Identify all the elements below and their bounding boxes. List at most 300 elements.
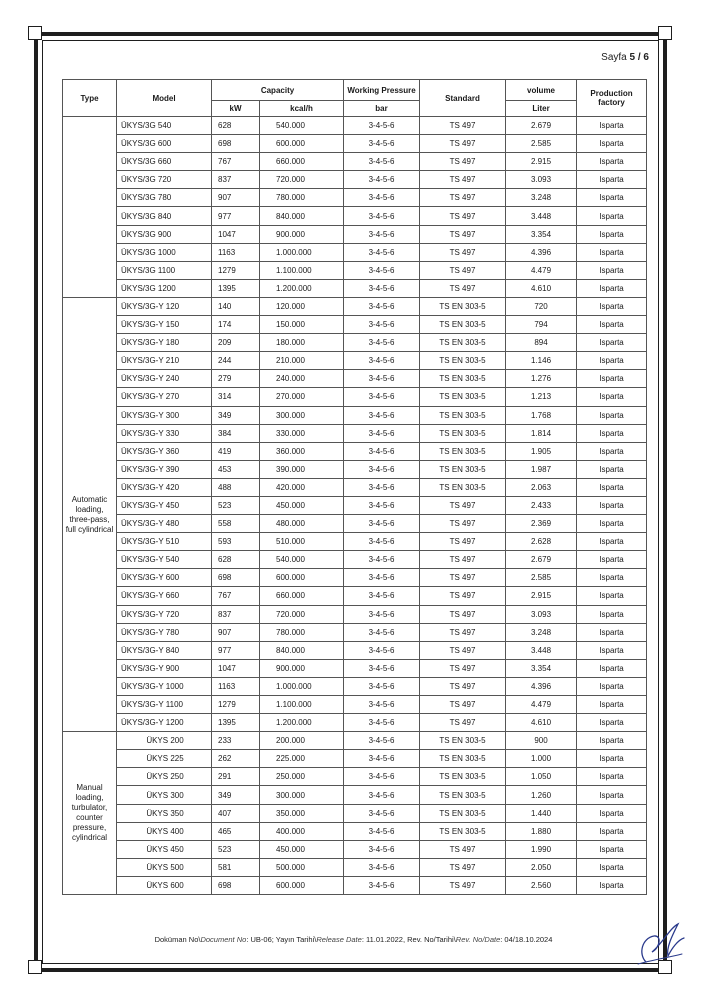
kcal-cell: 1.100.000	[260, 261, 344, 279]
kcal-cell: 540.000	[260, 551, 344, 569]
volume-cell: 1.768	[506, 406, 577, 424]
kw-cell: 349	[212, 786, 260, 804]
kcal-cell: 240.000	[260, 370, 344, 388]
volume-cell: 794	[506, 316, 577, 334]
volume-cell: 2.915	[506, 587, 577, 605]
table-row	[63, 424, 647, 442]
table-row	[63, 623, 647, 641]
volume-cell: 1.146	[506, 352, 577, 370]
volume-cell: 1.990	[506, 840, 577, 858]
kcal-cell: 150.000	[260, 316, 344, 334]
table-row	[63, 551, 647, 569]
model-cell: ÜKYS/3G-Y 480	[117, 515, 212, 533]
factory-cell: Isparta	[577, 696, 647, 714]
standard-cell: TS 497	[420, 876, 506, 894]
kcal-cell: 1.200.000	[260, 279, 344, 297]
standard-cell: TS 497	[420, 641, 506, 659]
kcal-cell: 900.000	[260, 659, 344, 677]
table-row	[63, 297, 647, 315]
pressure-cell: 3-4-5-6	[344, 804, 420, 822]
model-cell: ÜKYS/3G-Y 240	[117, 370, 212, 388]
pressure-cell: 3-4-5-6	[344, 515, 420, 533]
kcal-cell: 840.000	[260, 207, 344, 225]
volume-cell: 2.628	[506, 533, 577, 551]
kcal-cell: 300.000	[260, 786, 344, 804]
kw-cell: 1163	[212, 677, 260, 695]
model-cell: ÜKYS/3G-Y 300	[117, 406, 212, 424]
kcal-cell: 600.000	[260, 569, 344, 587]
table-row	[63, 171, 647, 189]
pressure-cell: 3-4-5-6	[344, 442, 420, 460]
kw-cell: 453	[212, 460, 260, 478]
standard-cell: TS EN 303-5	[420, 316, 506, 334]
kw-cell: 209	[212, 334, 260, 352]
model-cell: ÜKYS/3G-Y 660	[117, 587, 212, 605]
pressure-cell: 3-4-5-6	[344, 334, 420, 352]
model-cell: ÜKYS/3G-Y 840	[117, 641, 212, 659]
pressure-cell: 3-4-5-6	[344, 279, 420, 297]
kw-cell: 1395	[212, 279, 260, 297]
kcal-cell: 720.000	[260, 171, 344, 189]
table-row	[63, 750, 647, 768]
model-cell: ÜKYS/3G-Y 180	[117, 334, 212, 352]
factory-cell: Isparta	[577, 714, 647, 732]
header-liter: Liter	[506, 101, 577, 117]
header-model: Model	[117, 80, 212, 117]
standard-cell: TS EN 303-5	[420, 768, 506, 786]
volume-cell: 4.396	[506, 243, 577, 261]
table-row	[63, 605, 647, 623]
footer-rev-value: : 04/18.10.2024	[500, 935, 553, 944]
kw-cell: 262	[212, 750, 260, 768]
factory-cell: Isparta	[577, 478, 647, 496]
factory-cell: Isparta	[577, 732, 647, 750]
table-row	[63, 316, 647, 334]
kw-cell: 291	[212, 768, 260, 786]
standard-cell: TS 497	[420, 496, 506, 514]
table-row	[63, 768, 647, 786]
standard-cell: TS 497	[420, 623, 506, 641]
standard-cell: TS EN 303-5	[420, 822, 506, 840]
kw-cell: 837	[212, 171, 260, 189]
kw-cell: 349	[212, 406, 260, 424]
standard-cell: TS 497	[420, 225, 506, 243]
model-cell: ÜKYS/3G-Y 390	[117, 460, 212, 478]
standard-cell: TS 497	[420, 243, 506, 261]
table-row	[63, 858, 647, 876]
volume-cell: 4.479	[506, 696, 577, 714]
kcal-cell: 780.000	[260, 623, 344, 641]
factory-cell: Isparta	[577, 352, 647, 370]
kw-cell: 279	[212, 370, 260, 388]
table-row	[63, 659, 647, 677]
footer-release-label-en: Release Date	[316, 935, 362, 944]
factory-cell: Isparta	[577, 189, 647, 207]
standard-cell: TS 497	[420, 515, 506, 533]
kw-cell: 233	[212, 732, 260, 750]
pressure-cell: 3-4-5-6	[344, 714, 420, 732]
volume-cell: 1.440	[506, 804, 577, 822]
standard-cell: TS 497	[420, 533, 506, 551]
kw-cell: 628	[212, 551, 260, 569]
kw-cell: 581	[212, 858, 260, 876]
kcal-cell: 450.000	[260, 840, 344, 858]
kw-cell: 977	[212, 207, 260, 225]
standard-cell: TS 497	[420, 587, 506, 605]
model-cell: ÜKYS/3G-Y 510	[117, 533, 212, 551]
volume-cell: 1.260	[506, 786, 577, 804]
factory-cell: Isparta	[577, 623, 647, 641]
pressure-cell: 3-4-5-6	[344, 533, 420, 551]
volume-cell: 1.000	[506, 750, 577, 768]
standard-cell: TS EN 303-5	[420, 370, 506, 388]
table-row	[63, 442, 647, 460]
table-row	[63, 406, 647, 424]
standard-cell: TS EN 303-5	[420, 424, 506, 442]
kcal-cell: 480.000	[260, 515, 344, 533]
table-row	[63, 189, 647, 207]
table-row	[63, 460, 647, 478]
volume-cell: 2.433	[506, 496, 577, 514]
volume-cell: 2.050	[506, 858, 577, 876]
kcal-cell: 450.000	[260, 496, 344, 514]
kw-cell: 837	[212, 605, 260, 623]
standard-cell: TS EN 303-5	[420, 750, 506, 768]
model-cell: ÜKYS 200	[117, 732, 212, 750]
model-cell: ÜKYS 300	[117, 786, 212, 804]
table-body	[63, 117, 647, 895]
factory-cell: Isparta	[577, 840, 647, 858]
footer-doc-label: Doküman No\	[154, 935, 201, 944]
kw-cell: 628	[212, 117, 260, 135]
pressure-cell: 3-4-5-6	[344, 316, 420, 334]
table-row	[63, 334, 647, 352]
volume-cell: 3.093	[506, 605, 577, 623]
table-row	[63, 696, 647, 714]
kw-cell: 1163	[212, 243, 260, 261]
kcal-cell: 500.000	[260, 858, 344, 876]
volume-cell: 3.448	[506, 207, 577, 225]
volume-cell: 1.050	[506, 768, 577, 786]
pressure-cell: 3-4-5-6	[344, 677, 420, 695]
factory-cell: Isparta	[577, 370, 647, 388]
model-cell: ÜKYS 450	[117, 840, 212, 858]
pressure-cell: 3-4-5-6	[344, 623, 420, 641]
volume-cell: 3.093	[506, 171, 577, 189]
standard-cell: TS 497	[420, 551, 506, 569]
factory-cell: Isparta	[577, 297, 647, 315]
pressure-cell: 3-4-5-6	[344, 171, 420, 189]
table-row	[63, 569, 647, 587]
standard-cell: TS 497	[420, 569, 506, 587]
pressure-cell: 3-4-5-6	[344, 297, 420, 315]
factory-cell: Isparta	[577, 786, 647, 804]
kcal-cell: 1.100.000	[260, 696, 344, 714]
kw-cell: 465	[212, 822, 260, 840]
factory-cell: Isparta	[577, 551, 647, 569]
kw-cell: 593	[212, 533, 260, 551]
pressure-cell: 3-4-5-6	[344, 496, 420, 514]
standard-cell: TS EN 303-5	[420, 786, 506, 804]
pressure-cell: 3-4-5-6	[344, 587, 420, 605]
standard-cell: TS 497	[420, 135, 506, 153]
volume-cell: 1.213	[506, 388, 577, 406]
model-cell: ÜKYS/3G 900	[117, 225, 212, 243]
model-cell: ÜKYS 350	[117, 804, 212, 822]
kcal-cell: 225.000	[260, 750, 344, 768]
factory-cell: Isparta	[577, 460, 647, 478]
table-row	[63, 261, 647, 279]
pressure-cell: 3-4-5-6	[344, 117, 420, 135]
standard-cell: TS 497	[420, 696, 506, 714]
kw-cell: 698	[212, 876, 260, 894]
factory-cell: Isparta	[577, 822, 647, 840]
volume-cell: 1.814	[506, 424, 577, 442]
table-row	[63, 117, 647, 135]
table-row	[63, 370, 647, 388]
footer-release-value: : 11.01.2022,	[361, 935, 408, 944]
pressure-cell: 3-4-5-6	[344, 732, 420, 750]
standard-cell: TS EN 303-5	[420, 334, 506, 352]
table-row	[63, 822, 647, 840]
kw-cell: 698	[212, 135, 260, 153]
pressure-cell: 3-4-5-6	[344, 750, 420, 768]
kw-cell: 419	[212, 442, 260, 460]
table-row	[63, 388, 647, 406]
model-cell: ÜKYS/3G-Y 270	[117, 388, 212, 406]
volume-cell: 3.248	[506, 189, 577, 207]
kcal-cell: 660.000	[260, 153, 344, 171]
volume-cell: 2.585	[506, 569, 577, 587]
model-cell: ÜKYS/3G-Y 600	[117, 569, 212, 587]
model-cell: ÜKYS/3G-Y 420	[117, 478, 212, 496]
table-row	[63, 587, 647, 605]
kcal-cell: 840.000	[260, 641, 344, 659]
kcal-cell: 200.000	[260, 732, 344, 750]
factory-cell: Isparta	[577, 569, 647, 587]
kw-cell: 174	[212, 316, 260, 334]
table-row	[63, 677, 647, 695]
pressure-cell: 3-4-5-6	[344, 696, 420, 714]
kw-cell: 523	[212, 496, 260, 514]
page-number	[601, 52, 649, 63]
model-cell: ÜKYS/3G 1200	[117, 279, 212, 297]
table-row	[63, 732, 647, 750]
kw-cell: 907	[212, 189, 260, 207]
kcal-cell: 270.000	[260, 388, 344, 406]
standard-cell: TS 497	[420, 117, 506, 135]
kcal-cell: 600.000	[260, 876, 344, 894]
model-cell: ÜKYS/3G-Y 1000	[117, 677, 212, 695]
footer-rev-label-en: Rev. No/Date	[455, 935, 501, 944]
model-cell: ÜKYS/3G 840	[117, 207, 212, 225]
factory-cell: Isparta	[577, 207, 647, 225]
standard-cell: TS EN 303-5	[420, 804, 506, 822]
pressure-cell: 3-4-5-6	[344, 207, 420, 225]
kw-cell: 140	[212, 297, 260, 315]
standard-cell: TS 497	[420, 261, 506, 279]
type-cell: Automatic loading, three-pass, full cylindrical	[63, 297, 117, 731]
factory-cell: Isparta	[577, 261, 647, 279]
standard-cell: TS 497	[420, 858, 506, 876]
footer-doc-label-en: Document No	[200, 935, 247, 944]
factory-cell: Isparta	[577, 768, 647, 786]
model-cell: ÜKYS/3G 600	[117, 135, 212, 153]
kcal-cell: 1.000.000	[260, 677, 344, 695]
type-cell: Manual loading, turbulator, counter pressure, cylindrical	[63, 732, 117, 895]
pressure-cell: 3-4-5-6	[344, 261, 420, 279]
model-cell: ÜKYS/3G-Y 120	[117, 297, 212, 315]
signature-icon	[632, 918, 688, 968]
factory-cell: Isparta	[577, 406, 647, 424]
volume-cell: 720	[506, 297, 577, 315]
kcal-cell: 900.000	[260, 225, 344, 243]
pressure-cell: 3-4-5-6	[344, 605, 420, 623]
volume-cell: 4.479	[506, 261, 577, 279]
kw-cell: 244	[212, 352, 260, 370]
kw-cell: 767	[212, 153, 260, 171]
header-standard: Standard	[420, 80, 506, 117]
table-row	[63, 876, 647, 894]
table-row	[63, 153, 647, 171]
model-cell: ÜKYS 250	[117, 768, 212, 786]
table-row	[63, 641, 647, 659]
model-cell: ÜKYS/3G-Y 720	[117, 605, 212, 623]
table-row	[63, 515, 647, 533]
factory-cell: Isparta	[577, 641, 647, 659]
kw-cell: 1047	[212, 225, 260, 243]
kcal-cell: 660.000	[260, 587, 344, 605]
pressure-cell: 3-4-5-6	[344, 460, 420, 478]
pressure-cell: 3-4-5-6	[344, 406, 420, 424]
volume-cell: 900	[506, 732, 577, 750]
pressure-cell: 3-4-5-6	[344, 858, 420, 876]
pressure-cell: 3-4-5-6	[344, 641, 420, 659]
table-row	[63, 352, 647, 370]
document-footer	[0, 935, 707, 944]
header-capacity: Capacity	[212, 80, 344, 101]
table-row	[63, 243, 647, 261]
kw-cell: 384	[212, 424, 260, 442]
footer-release-label: Yayın Tarihi\	[275, 935, 317, 944]
volume-cell: 3.354	[506, 225, 577, 243]
kw-cell: 314	[212, 388, 260, 406]
kw-cell: 1279	[212, 261, 260, 279]
table-row	[63, 533, 647, 551]
volume-cell: 2.915	[506, 153, 577, 171]
header-factory: Production factory	[577, 80, 647, 117]
volume-cell: 2.369	[506, 515, 577, 533]
model-cell: ÜKYS/3G-Y 450	[117, 496, 212, 514]
model-cell: ÜKYS 400	[117, 822, 212, 840]
standard-cell: TS EN 303-5	[420, 352, 506, 370]
pressure-cell: 3-4-5-6	[344, 786, 420, 804]
footer-rev-label: Rev. No/Tarihi\	[407, 935, 456, 944]
model-cell: ÜKYS 225	[117, 750, 212, 768]
pressure-cell: 3-4-5-6	[344, 840, 420, 858]
table-row	[63, 840, 647, 858]
kcal-cell: 510.000	[260, 533, 344, 551]
border-corner	[28, 26, 42, 40]
volume-cell: 2.679	[506, 117, 577, 135]
standard-cell: TS 497	[420, 207, 506, 225]
pressure-cell: 3-4-5-6	[344, 876, 420, 894]
volume-cell: 1.276	[506, 370, 577, 388]
model-cell: ÜKYS/3G 540	[117, 117, 212, 135]
kw-cell: 1395	[212, 714, 260, 732]
model-cell: ÜKYS/3G-Y 1100	[117, 696, 212, 714]
volume-cell: 894	[506, 334, 577, 352]
pressure-cell: 3-4-5-6	[344, 352, 420, 370]
factory-cell: Isparta	[577, 424, 647, 442]
pressure-cell: 3-4-5-6	[344, 551, 420, 569]
standard-cell: TS 497	[420, 677, 506, 695]
table-row	[63, 478, 647, 496]
kcal-cell: 120.000	[260, 297, 344, 315]
factory-cell: Isparta	[577, 153, 647, 171]
factory-cell: Isparta	[577, 677, 647, 695]
volume-cell: 4.396	[506, 677, 577, 695]
model-cell: ÜKYS/3G-Y 150	[117, 316, 212, 334]
kcal-cell: 250.000	[260, 768, 344, 786]
factory-cell: Isparta	[577, 334, 647, 352]
factory-cell: Isparta	[577, 750, 647, 768]
border-corner	[28, 960, 42, 974]
standard-cell: TS 497	[420, 171, 506, 189]
kw-cell: 558	[212, 515, 260, 533]
factory-cell: Isparta	[577, 858, 647, 876]
model-cell: ÜKYS/3G-Y 210	[117, 352, 212, 370]
page-label: Sayfa	[601, 52, 627, 63]
model-cell: ÜKYS/3G 1000	[117, 243, 212, 261]
kw-cell: 1279	[212, 696, 260, 714]
factory-cell: Isparta	[577, 117, 647, 135]
header-kcal: kcal/h	[260, 101, 344, 117]
table-row	[63, 207, 647, 225]
volume-cell: 2.063	[506, 478, 577, 496]
pressure-cell: 3-4-5-6	[344, 388, 420, 406]
pressure-cell: 3-4-5-6	[344, 243, 420, 261]
kcal-cell: 720.000	[260, 605, 344, 623]
kw-cell: 767	[212, 587, 260, 605]
factory-cell: Isparta	[577, 605, 647, 623]
factory-cell: Isparta	[577, 243, 647, 261]
kw-cell: 698	[212, 569, 260, 587]
model-cell: ÜKYS/3G-Y 780	[117, 623, 212, 641]
standard-cell: TS EN 303-5	[420, 406, 506, 424]
volume-cell: 4.610	[506, 279, 577, 297]
kcal-cell: 210.000	[260, 352, 344, 370]
pressure-cell: 3-4-5-6	[344, 478, 420, 496]
header-type: Type	[63, 80, 117, 117]
header-kw: kW	[212, 101, 260, 117]
volume-cell: 1.987	[506, 460, 577, 478]
kcal-cell: 400.000	[260, 822, 344, 840]
model-cell: ÜKYS/3G-Y 1200	[117, 714, 212, 732]
header-pressure: Working Pressure	[344, 80, 420, 101]
model-cell: ÜKYS 600	[117, 876, 212, 894]
factory-cell: Isparta	[577, 442, 647, 460]
pressure-cell: 3-4-5-6	[344, 659, 420, 677]
pressure-cell: 3-4-5-6	[344, 135, 420, 153]
volume-cell: 1.880	[506, 822, 577, 840]
table-row	[63, 496, 647, 514]
factory-cell: Isparta	[577, 659, 647, 677]
kcal-cell: 1.200.000	[260, 714, 344, 732]
kcal-cell: 540.000	[260, 117, 344, 135]
factory-cell: Isparta	[577, 533, 647, 551]
pressure-cell: 3-4-5-6	[344, 569, 420, 587]
